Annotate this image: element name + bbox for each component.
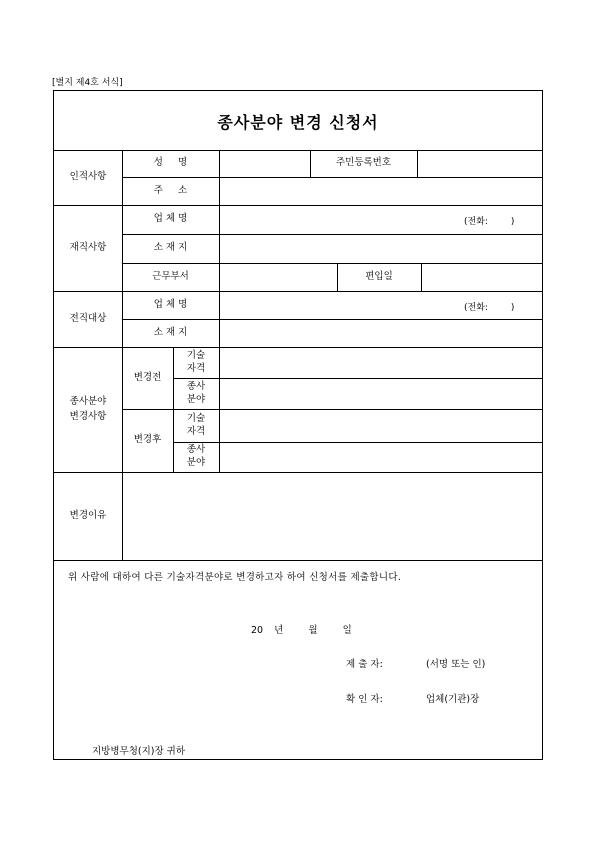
rule-change-bottom — [54, 472, 542, 473]
application-form — [53, 90, 543, 760]
recipient-line: 지방병무청(지)장 귀하 — [92, 746, 186, 757]
submitter-label: 제 출 자: — [346, 659, 383, 670]
date-year-prefix: 20 — [251, 625, 264, 636]
after-tech-line2: 자격 — [186, 425, 206, 437]
address-label: 주 소 — [153, 184, 188, 196]
employment-company-label: 업 체 명 — [153, 213, 188, 225]
rule-label-divider-1 — [219, 150, 220, 347]
after-label: 변경후 — [133, 434, 162, 446]
employment-dept-label: 근무부서 — [152, 270, 189, 282]
transfer-phone-label: (전화: ) — [464, 303, 515, 313]
confirmer-label: 확 인 자: — [346, 694, 383, 705]
transfer-company-label: 업 체 명 — [153, 298, 188, 310]
submitter-sign-hint: (서명 또는 인) — [426, 659, 486, 670]
reason-label: 변경이유 — [69, 509, 107, 521]
form-title: 종사분야 변경 신청서 — [217, 112, 379, 132]
before-label: 변경전 — [133, 371, 162, 383]
name-label: 성 명 — [153, 157, 188, 169]
date-year: 년 — [274, 625, 284, 636]
rule-rrn-right — [417, 150, 418, 177]
employment-location-label: 소 재 지 — [153, 242, 188, 254]
before-tech-line1: 기술 — [186, 349, 206, 361]
date-day: 일 — [342, 625, 352, 636]
after-field-line2: 분야 — [186, 457, 206, 468]
after-field-label — [173, 442, 219, 472]
application-statement: 위 사람에 대하여 다른 기술자격분야로 변경하고자 하여 신청서를 제출합니다. — [68, 572, 402, 583]
after-tech-line1: 기술 — [186, 412, 206, 424]
after-field-line1: 종사 — [186, 444, 206, 456]
form-number-label: [별지 제4호 서식] — [52, 78, 123, 88]
employment-section-label: 재직사항 — [69, 241, 107, 253]
confirmer-seal-hint: 업체(기관)장 — [426, 694, 480, 705]
join-date-label: 편입일 — [365, 270, 393, 282]
personal-section-label: 인적사항 — [69, 171, 107, 183]
application-date — [251, 622, 352, 636]
rule-label-divider-2 — [219, 347, 220, 472]
before-field-line1: 종사 — [186, 380, 206, 392]
rule-joindate-right — [421, 263, 422, 291]
rule-after-mid — [173, 442, 542, 443]
before-field-line2: 분야 — [186, 393, 206, 405]
transfer-section-label: 전직대상 — [69, 312, 107, 324]
before-tech-qualification-label — [173, 347, 219, 378]
change-section-line1: 종사분야 — [69, 396, 107, 408]
transfer-location-label: 소 재 지 — [153, 326, 188, 338]
before-tech-line2: 자격 — [186, 362, 206, 374]
date-month: 월 — [308, 625, 318, 636]
rrn-label: 주민등록번호 — [335, 157, 392, 169]
employment-phone-label: (전화: ) — [464, 217, 515, 227]
rule-before-mid — [173, 378, 542, 379]
change-section-line2: 변경사항 — [69, 410, 107, 422]
rule-reason-bottom — [54, 560, 542, 561]
after-tech-qualification-label — [173, 409, 219, 442]
change-section-label — [54, 347, 122, 472]
before-field-label — [173, 378, 219, 409]
